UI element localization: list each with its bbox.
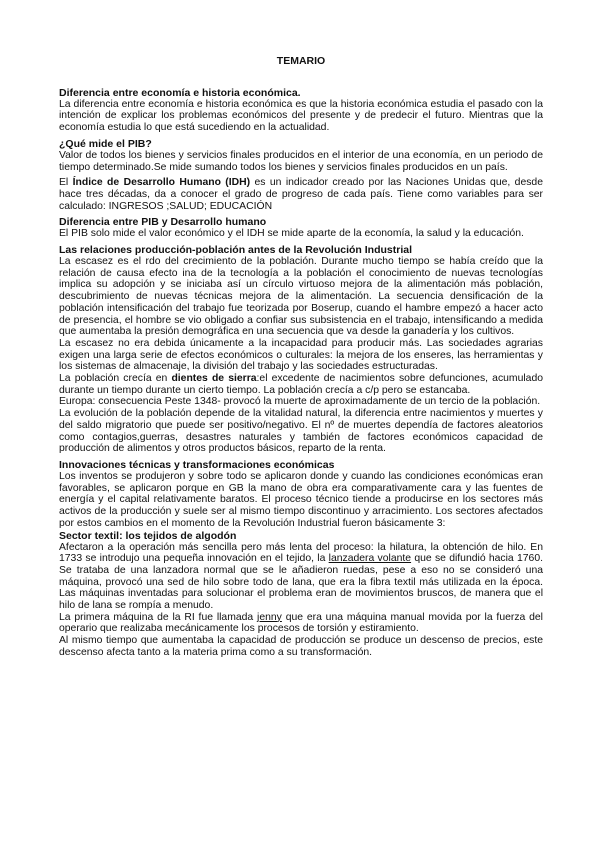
paragraph: La escasez es el rdo del crecimiento de la población. Durante mucho tiempo se había creído que la relación de causa efecto ina de la tecnología a la población el conocimiento de nuevas tecnologías implica su adopción y se iniciaba así un círculo virtuoso mejora de la alimentación más población, descubrimiento de nuevas técnicas mejora de la alimentación. La secuencia densificación de la población intensificación del trabajo fue teorizada por Boserup, cuando el hambre empezó a hacer acto de presencia, el hombre se vio obligado a confiar sus subsistencia en el trabajo, intensificando a medida que aumentaba la presión demográfica en una secuencia que va desde la ganadería y los cultivos. <box>59 256 543 338</box>
heading-innovaciones: Innovaciones técnicas y transformaciones económicas <box>59 458 335 471</box>
paragraph: Valor de todos los bienes y servicios finales producidos en el interior de una economía, en un periodo de tiempo determinado.Se mide sumando todos los bienes y servicios finales producidos en un país. <box>59 149 543 173</box>
text: :el excedente de nacimientos sobre defunciones, acumulado durante un tiempo durante un cierto tiempo. La población crecía a c/p pero se estancaba. <box>59 373 544 396</box>
bold-text: Índice de Desarrollo Humano (IDH) <box>72 177 251 189</box>
underlined-text: lanzadera volante <box>328 553 412 565</box>
text: que se difundió hacia 1760. Se trataba de una lanzadora normal que se le añadieron ruedas, pese a eso no se consideró una máquina, provocó una sed de hilo sobre todo de lana, que era la fibra textil más utilizada en la época. Las máquinas inventadas para solucionar el problema eran de movimientos bruscos, de manera que el hilo de lana se rompía a menudo. <box>59 553 543 612</box>
heading-que-mide-pib: ¿Qué mide el PIB? <box>59 137 152 150</box>
paragraph: Europa: consecuencia Peste 1348- provocó la muerte de aproximadamente de un tercio de la población. <box>59 396 541 408</box>
text: que era una máquina manual movida por la fuerza del operario que realizaba mecánicamente los procesos de torsión y estiramiento. <box>59 611 543 635</box>
paragraph-idh <box>59 177 543 212</box>
text: La población crecía en <box>59 373 172 385</box>
paragraph: La escasez no era debida únicamente a la incapacidad para producir más. Las sociedades agrarias exigen una larga serie de efectos económicos o culturales: la mejora de los enseres, las herramientas y los sistemas de almacenaje, la división del trabajo y las sociedades estructuradas. <box>59 337 543 373</box>
text: La primera máquina de la RI fue llamada <box>59 611 258 623</box>
document-page <box>59 56 543 659</box>
paragraph-lanzadera <box>59 542 543 612</box>
bold-text: dientes de sierra <box>171 373 257 385</box>
text: El <box>59 177 73 189</box>
paragraph: Los inventos se produjeron y sobre todo se aplicaron donde y cuando las condiciones económicas eran favorables, se aplicaron porque en GB la mano de obra era comparativamente cara y las fuentes de energía y el capital relativamente baratos. El proceso técnico tiende a producirse en los sectores más activos de la producción y suele ser al mismo tiempo discontinuo y arracimiento. Los sectores afectados por estos cambios en el momento de la Revolución Industrial fueron básicamente 3: <box>59 470 543 529</box>
paragraph: Al mismo tiempo que aumentaba la capacidad de producción se produce un descenso de precios, este descenso afecta tanto a la materia prima como a su transformación. <box>59 635 543 658</box>
paragraph: El PIB solo mide el valor económico y el IDH se mide aparte de la economía, la salud y la educación. <box>59 228 524 240</box>
paragraph: La diferencia entre economía e historia económica es que la historia económica estudia el pasado con la intención de explicar los problemas económicos del presente y de predecir el futuro. Mientras que la economía estudia lo que está sucediendo en la actualidad. <box>59 98 543 134</box>
paragraph-jenny <box>59 612 543 635</box>
heading-produccion-poblacion: Las relaciones producción-población antes de la Revolución Industrial <box>59 244 412 257</box>
text: es un indicador creado por las Naciones Unidas que, desde hace tres décadas, da a conocer el grado de progreso de cada país. Tiene como variables para ser calculado: INGRESOS ;SALUD; EDUCACIÓN <box>59 177 543 212</box>
paragraph-dientes-sierra <box>59 373 543 396</box>
heading-economia-historia: Diferencia entre economía e historia económica. <box>59 86 301 99</box>
text: Afectaron a la operación más sencilla pero más lenta del proceso: la hilatura, la obtención de hilo. En 1733 se introdujo una pequeña innovación en el tejido, la <box>59 541 543 565</box>
heading-pib-desarrollo: Diferencia entre PIB y Desarrollo humano <box>59 216 267 229</box>
paragraph: La evolución de la población depende de la vitalidad natural, la diferencia entre nacimientos y muertes y del saldo migratorio que puede ser positivo/negativo. El nº de muertes dependía de factores aleatorios como contagios,guerras, desastres naturales y también de factores económicos capacidad de producción de alimentos y otros productos básicos, reparto de la renta. <box>59 408 543 455</box>
underlined-text: jenny <box>257 611 282 623</box>
page-title: TEMARIO <box>276 55 326 67</box>
heading-sector-textil: Sector textil: los tejidos de algodón <box>59 529 237 542</box>
